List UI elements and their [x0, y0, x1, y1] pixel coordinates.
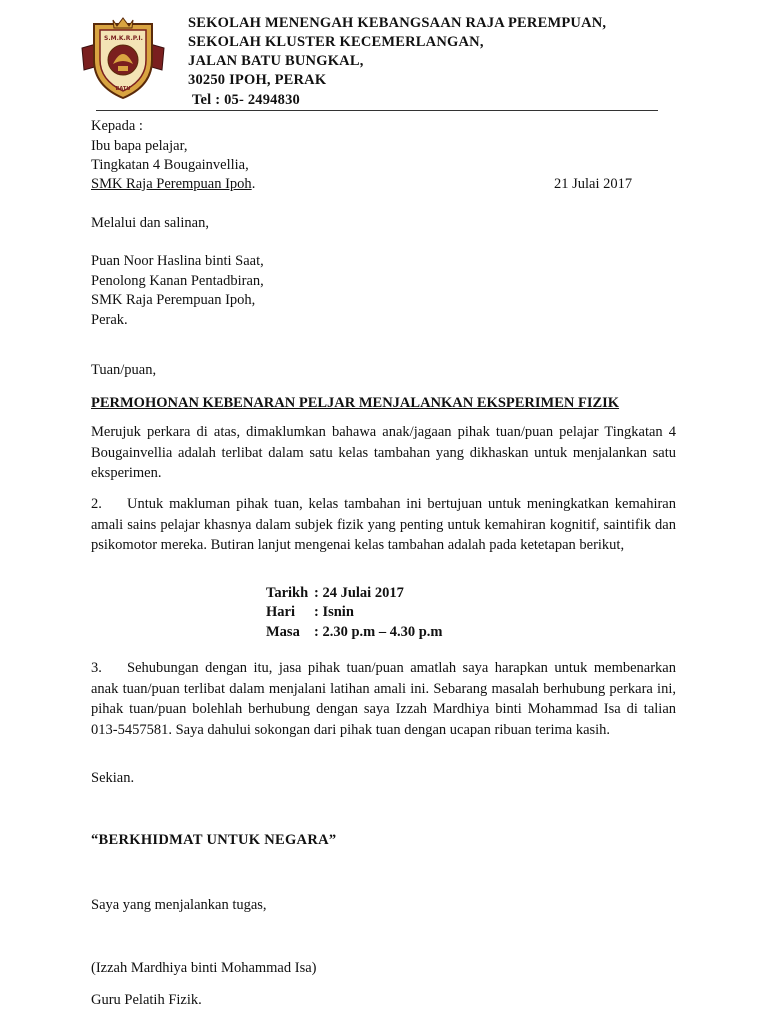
- detail-hari-label: Hari: [266, 604, 295, 620]
- school-crest-logo: [80, 14, 166, 100]
- signatory-name: (Izzah Mardhiya binti Mohammad Isa): [91, 960, 317, 976]
- recipient-school: SMK Raja Perempuan Ipoh: [91, 176, 252, 192]
- detail-masa-label: Masa: [266, 624, 300, 640]
- paragraph-3-number: 3.: [91, 660, 102, 676]
- paragraph-1: Merujuk perkara di atas, dimaklumkan bahawa anak/jagaan pihak tuan/puan pelajar Tingkatan 4 Bougainvellia adalah terlibat dalam satu kelas tambahan yang dikhaskan untuk menjalankan satu eksperimen.: [91, 424, 676, 481]
- detail-masa-value: : 2.30 p.m – 4.30 p.m: [314, 624, 443, 640]
- signatory-title: Guru Pelatih Fizik.: [91, 992, 202, 1008]
- letterhead-city: 30250 IPOH, PERAK: [188, 72, 327, 88]
- crest-banner-text: BATU: [115, 86, 131, 92]
- recipient-line-2: Tingkatan 4 Bougainvellia,: [91, 157, 249, 173]
- detail-tarikh: [266, 585, 404, 602]
- detail-masa: [266, 624, 443, 641]
- letterhead-telephone: Tel : 05- 2494830: [192, 92, 300, 108]
- closing-saya: Saya yang menjalankan tugas,: [91, 897, 267, 913]
- via-line-4: Perak.: [91, 312, 128, 328]
- paragraph-2-text: Untuk makluman pihak tuan, kelas tambahan ini bertujuan untuk meningkatkan kemahiran amali sains pelajar khasnya dalam subjek fizik yang penting untuk kemahiran kognitif, saintifik dan psikomotor mereka. Butiran lanjut mengenai kelas tambahan adalah pada ketetapan berikut,: [91, 496, 676, 553]
- recipient-line-1: Ibu bapa pelajar,: [91, 138, 188, 154]
- paragraph-2-number: 2.: [91, 496, 102, 512]
- paragraph-2: [91, 494, 676, 556]
- letterhead-cluster: SEKOLAH KLUSTER KECEMERLANGAN,: [188, 34, 484, 50]
- detail-hari: [266, 604, 354, 621]
- recipient-school-period: .: [251, 176, 256, 192]
- paragraph-3: [91, 658, 676, 740]
- letter-date: 21 Julai 2017: [554, 176, 633, 192]
- letterhead-divider: [96, 110, 658, 111]
- paragraph-3-text: Sehubungan dengan itu, jasa pihak tuan/puan amatlah saya harapkan untuk membenarkan anak tuan/puan terlibat dalam menjalani latihan amali ini. Sebarang masalah berhubung perkara ini, pihak tuan/puan bolehlah berhubung dengan saya Izzah Mardhiya binti Mohammad Isa di talian 013-5457581. Saya dahului sokongan dari pihak tuan dengan ucapan ribuan terima kasih.: [91, 660, 676, 738]
- salutation: Tuan/puan,: [91, 362, 157, 378]
- letter-subject: PERMOHONAN KEBENARAN PELJAR MENJALANKAN EKSPERIMEN FIZIK: [91, 395, 620, 411]
- motto: “BERKHIDMAT UNTUK NEGARA”: [91, 832, 337, 848]
- via-label: Melalui dan salinan,: [91, 215, 209, 231]
- via-line-3: SMK Raja Perempuan Ipoh,: [91, 292, 256, 308]
- letterhead-school-name: SEKOLAH MENENGAH KEBANGSAAN RAJA PEREMPUAN,: [188, 15, 607, 31]
- recipient-kepada: Kepada :: [91, 118, 143, 134]
- recipient-line-3: [91, 176, 255, 193]
- via-line-1: Puan Noor Haslina binti Saat,: [91, 253, 264, 269]
- detail-tarikh-value: : 24 Julai 2017: [314, 585, 404, 601]
- via-line-2: Penolong Kanan Pentadbiran,: [91, 273, 264, 289]
- closing-sekian: Sekian.: [91, 770, 135, 786]
- detail-tarikh-label: Tarikh: [266, 585, 309, 601]
- crest-lettering: S.M.K.R.P.I.: [104, 35, 143, 42]
- letterhead-street: JALAN BATU BUNGKAL,: [188, 53, 364, 69]
- detail-hari-value: : Isnin: [314, 604, 354, 620]
